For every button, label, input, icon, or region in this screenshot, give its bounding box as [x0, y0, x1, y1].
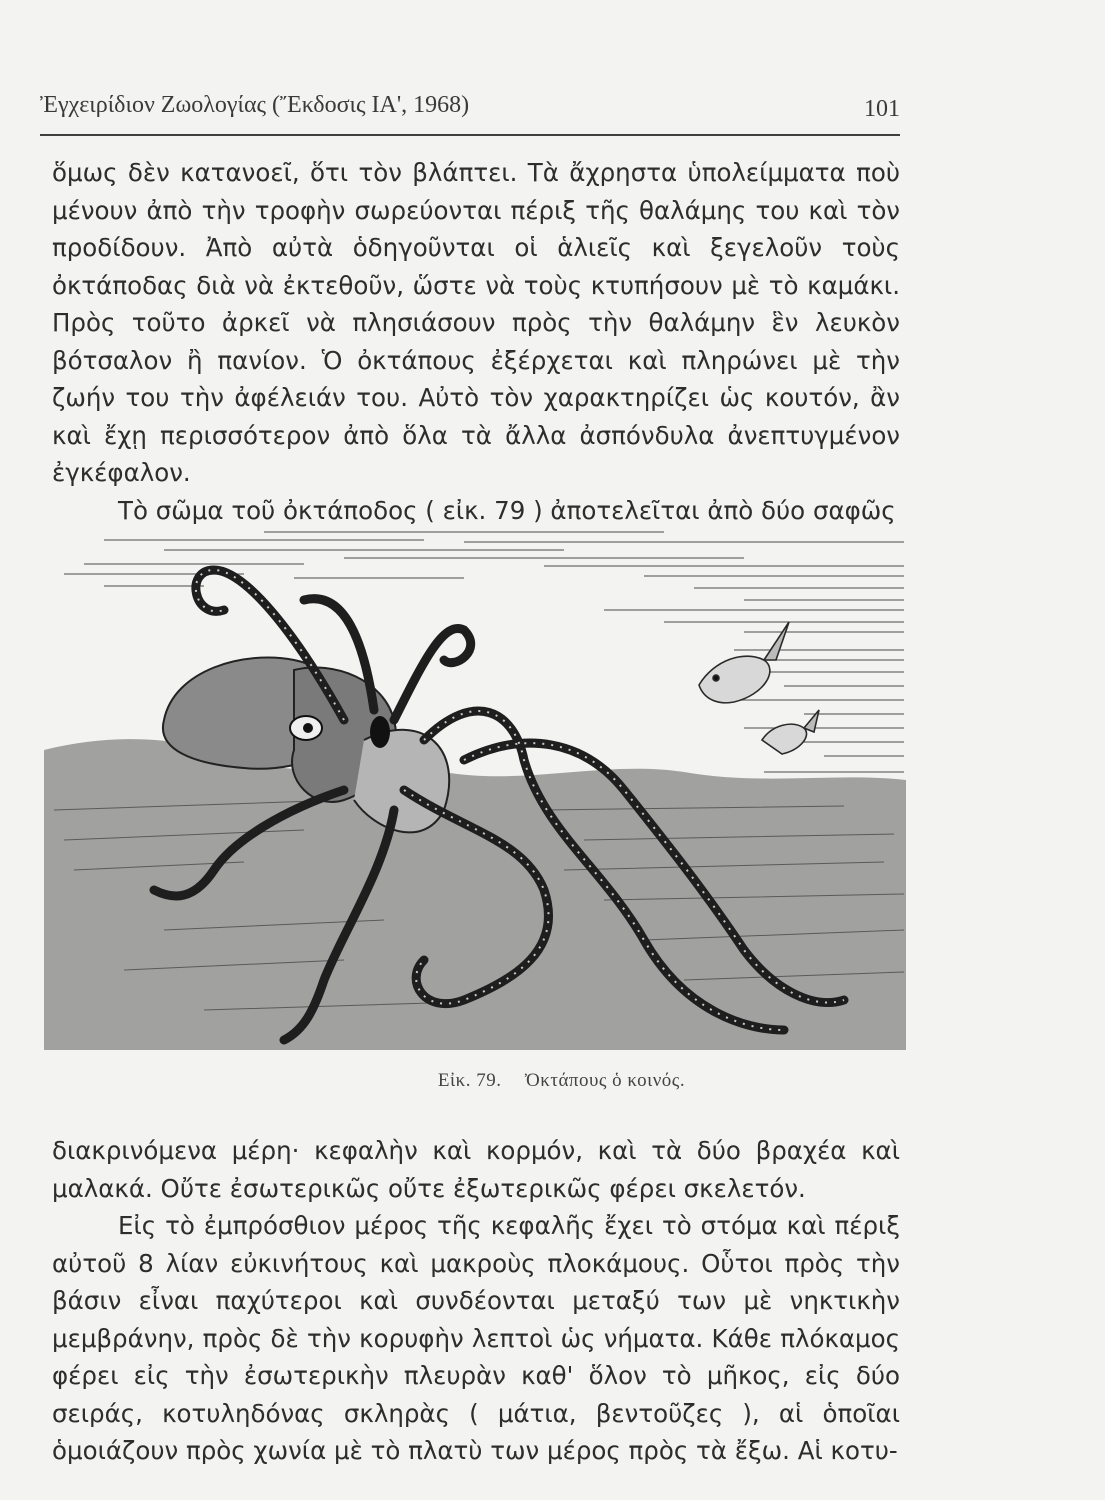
octopus-engraving	[44, 510, 906, 1050]
caption-text: Ὀκτάπους ὁ κοινός.	[524, 1070, 686, 1091]
page-number: 101	[864, 96, 900, 122]
paragraph: διακρινόμενα μέρη· κεφαλὴν καὶ κορμόν, καὶ τὰ δύο βραχέα καὶ μαλακά. Οὔτε ἐσωτερικῶς οὔτε ἐξωτερικῶς φέρει σκελετόν.	[52, 1136, 900, 1203]
text-block-top	[52, 154, 900, 529]
caption-number: Εἰκ. 79.	[437, 1070, 502, 1091]
fish	[699, 622, 819, 754]
paragraph: Τὸ σῶμα τοῦ ὀκτάποδος ( εἰκ. 79 ) ἀποτελεῖται ἀπὸ δύο σαφῶς	[118, 495, 896, 525]
paragraph: Εἰς τὸ ἐμπρόσθιον μέρος τῆς κεφαλῆς ἔχει τὸ στόμα καὶ πέριξ αὐτοῦ 8 λίαν εὐκινήτους καὶ μακροὺς πλοκάμους. Οὗτοι πρὸς τὴν βάσιν εἶναι παχύτεροι καὶ συνδέονται μεταξύ των μὲ νηκτικὴν μεμβράνην, πρὸς δὲ τὴν κορυφὴν λεπτοὶ ὡς νήματα. Κάθε πλόκαμος φέρει εἰς τὴν ἐσωτερικὴν πλευρὰν καθ' ὅλον τὸ μῆκος, εἰς δύο σειράς, κοτυληδόνας σκληρὰς ( μάτια, βεντοῦζες ), αἱ ὁποῖαι ὁμοιάζουν πρὸς χωνία μὲ τὸ πλατὺ των μέρος πρὸς τὰ ἔξω. Αἱ κοτυ-	[52, 1211, 900, 1465]
text-block-bottom	[52, 1132, 900, 1470]
header-rule	[40, 134, 900, 136]
paragraph: ὅμως δὲν κατανοεῖ, ὅτι τὸν βλάπτει. Τὰ ἄχρηστα ὑπολείμματα ποὺ μένουν ἀπὸ τὴν τροφὴν σωρεύονται πέριξ τῆς θαλάμης του καὶ τὸν προδίδουν. Ἀπὸ αὐτὰ ὁδηγοῦνται οἱ ἁλιεῖς καὶ ξεγελοῦν τοὺς ὀκτάποδας διὰ νὰ ἐκτεθοῦν, ὥστε νὰ τοὺς κτυπήσουν μὲ τὸ καμάκι. Πρὸς τοῦτο ἀρκεῖ νὰ πλησιάσουν πρὸς τὴν θαλάμην ἓν λευκὸν βότσαλον ἢ πανίον. Ὁ ὀκτάπους ἐξέρχεται καὶ πληρώνει μὲ τὴν ζωήν του τὴν ἀφέλειάν του. Αὐτὸ τὸν χαρακτηρίζει ὡς κουτόν, ἂν καὶ ἔχῃ περισσότερον ἀπὸ ὅλα τὰ ἄλλα ἀσπόνδυλα ἀνεπτυγμένον ἐγκέφαλον.	[52, 158, 900, 487]
figure-caption	[0, 1070, 1105, 1092]
octopus-illustration	[44, 510, 906, 1050]
running-head	[40, 92, 900, 122]
running-title: Ἐγχειρίδιον Ζωολογίας (Ἔκδοσις ΙΑ', 1968)	[40, 92, 470, 118]
